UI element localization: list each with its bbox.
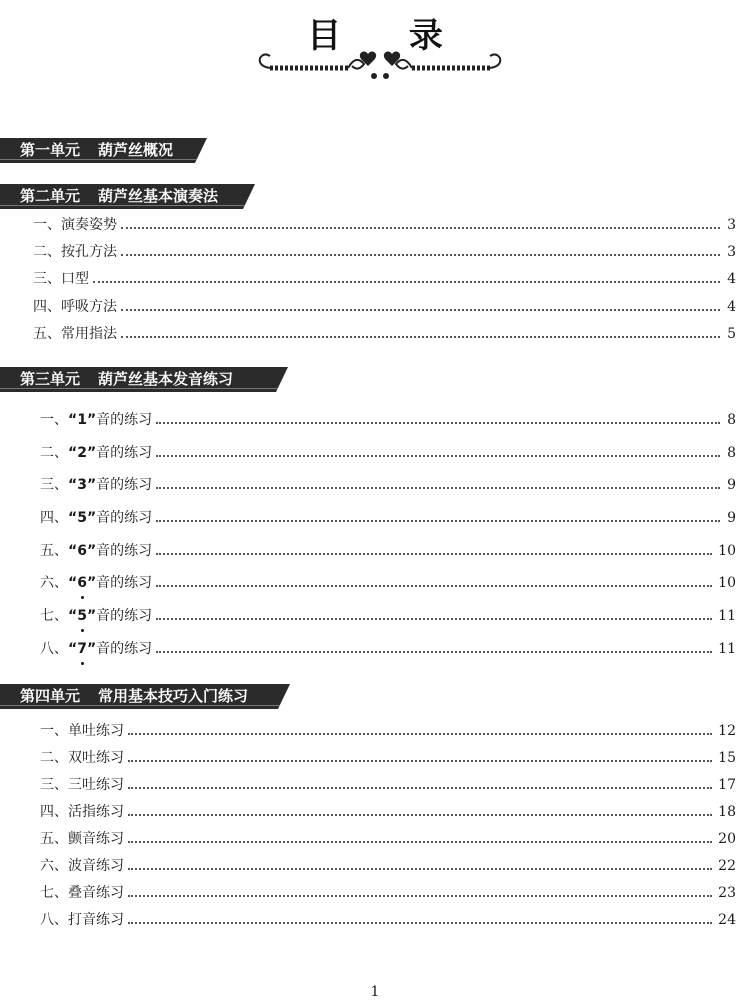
toc-item[interactable] <box>40 853 736 875</box>
toc-item[interactable] <box>40 772 736 794</box>
toc-item[interactable] <box>33 239 736 261</box>
unit-header-4[interactable] <box>0 684 290 709</box>
dot-leader <box>121 309 720 311</box>
unit-header-2[interactable] <box>0 184 255 209</box>
toc-item[interactable] <box>33 212 736 234</box>
toc-item[interactable] <box>33 266 736 288</box>
toc-item-label: 八、打音练习 <box>40 912 124 928</box>
unit-name: 葫芦丝概况 <box>98 141 174 159</box>
dot-leader <box>128 814 712 816</box>
dot-leader <box>93 281 720 283</box>
dot-leader <box>128 841 712 843</box>
toc-item[interactable] <box>40 745 736 767</box>
toc-page-number: 3 <box>727 217 736 233</box>
note-number: “2” <box>68 445 97 461</box>
toc-page-number: 11 <box>718 608 736 624</box>
toc-item-prefix: 八、 <box>40 641 68 657</box>
toc-item[interactable] <box>40 718 736 740</box>
note-number: “3” <box>68 477 97 493</box>
toc-page-number: 17 <box>718 777 736 793</box>
dot-leader <box>156 520 720 522</box>
note-number-low-octave: “6” <box>68 575 97 591</box>
toc-page-number: 5 <box>727 326 736 342</box>
toc-item-prefix: 五、 <box>40 543 68 559</box>
toc-page-number: 11 <box>718 641 736 657</box>
toc-item[interactable] <box>40 472 736 494</box>
toc-item-prefix: 三、 <box>40 477 68 493</box>
toc-item[interactable] <box>33 321 736 343</box>
dot-leader <box>156 553 712 555</box>
toc-page-number: 4 <box>727 271 736 287</box>
toc-item-prefix: 七、 <box>40 608 68 624</box>
unit-number: 第三单元 <box>20 370 81 388</box>
toc-item-prefix: 四、 <box>40 510 68 526</box>
dot-leader <box>156 487 720 489</box>
unit-number: 第二单元 <box>20 187 81 205</box>
toc-item-label: 四、呼吸方法 <box>33 299 117 315</box>
toc-item-label: 五、颤音练习 <box>40 831 124 847</box>
unit-name: 葫芦丝基本演奏法 <box>98 187 219 205</box>
toc-item-suffix: 音的练习 <box>96 543 153 559</box>
dot-leader <box>121 227 720 229</box>
dot-leader <box>121 336 720 338</box>
toc-page-number: 10 <box>718 543 736 559</box>
toc-item[interactable] <box>40 505 736 527</box>
dot-leader <box>156 455 720 457</box>
toc-item[interactable] <box>40 826 736 848</box>
toc-item-label: 一、单吐练习 <box>40 723 124 739</box>
toc-item-prefix: 六、 <box>40 575 68 591</box>
note-number: “6” <box>68 543 97 559</box>
toc-item[interactable] <box>40 538 736 560</box>
unit-name: 葫芦丝基本发音练习 <box>98 370 234 388</box>
toc-item-suffix: 音的练习 <box>96 575 153 591</box>
unit-header-3[interactable] <box>0 367 288 392</box>
note-number-low-octave: “7” <box>68 641 97 657</box>
toc-item-label: 三、口型 <box>33 271 89 287</box>
toc-item-suffix: 音的练习 <box>96 477 153 493</box>
toc-item-suffix: 音的练习 <box>96 641 153 657</box>
toc-item[interactable] <box>40 880 736 902</box>
dot-leader <box>121 254 720 256</box>
dot-leader <box>128 787 712 789</box>
unit-number: 第四单元 <box>20 687 81 705</box>
dot-leader <box>156 618 712 620</box>
toc-item-suffix: 音的练习 <box>96 608 153 624</box>
dot-leader <box>156 585 712 587</box>
note-number: “5” <box>68 510 97 526</box>
toc-page-number: 22 <box>718 858 736 874</box>
toc-page-number: 23 <box>718 885 736 901</box>
toc-page-number: 9 <box>727 510 736 526</box>
toc-item[interactable] <box>40 636 736 658</box>
toc-item-label: 四、活指练习 <box>40 804 124 820</box>
dot-leader <box>128 895 712 897</box>
toc-item-label: 七、叠音练习 <box>40 885 124 901</box>
toc-item-prefix: 二、 <box>40 445 68 461</box>
toc-item[interactable] <box>40 799 736 821</box>
toc-item[interactable] <box>40 570 736 592</box>
dot-leader <box>128 733 712 735</box>
toc-item-suffix: 音的练习 <box>96 510 153 526</box>
toc-item-suffix: 音的练习 <box>96 412 153 428</box>
toc-page-number: 10 <box>718 575 736 591</box>
unit-name: 常用基本技巧入门练习 <box>98 687 249 705</box>
dot-leader <box>128 760 712 762</box>
toc-page-number: 24 <box>718 912 736 928</box>
title-ornament <box>250 46 510 86</box>
note-number: “1” <box>68 412 97 428</box>
dot-leader <box>128 868 712 870</box>
toc-item[interactable] <box>40 907 736 929</box>
toc-item-prefix: 一、 <box>40 412 68 428</box>
note-number-low-octave: “5” <box>68 608 97 624</box>
toc-item[interactable] <box>40 407 736 429</box>
toc-page-number: 18 <box>718 804 736 820</box>
toc-page-number: 9 <box>727 477 736 493</box>
toc-page-number: 15 <box>718 750 736 766</box>
toc-item-label: 一、演奏姿势 <box>33 217 117 233</box>
toc-page-number: 8 <box>727 412 736 428</box>
unit-header-1[interactable] <box>0 138 207 163</box>
dot-leader <box>156 422 720 424</box>
toc-page-number: 20 <box>718 831 736 847</box>
toc-item-label: 二、双吐练习 <box>40 750 124 766</box>
toc-item-label: 二、按孔方法 <box>33 244 117 260</box>
toc-item-label: 五、常用指法 <box>33 326 117 342</box>
toc-item-suffix: 音的练习 <box>96 445 153 461</box>
toc-item-label: 六、波音练习 <box>40 858 124 874</box>
toc-item[interactable] <box>40 603 736 625</box>
toc-page-number: 3 <box>727 244 736 260</box>
toc-item[interactable] <box>33 294 736 316</box>
toc-page-number: 12 <box>718 723 736 739</box>
unit-number: 第一单元 <box>20 141 81 159</box>
dot-leader <box>156 651 712 653</box>
page-number: 1 <box>370 984 380 1000</box>
toc-page-number: 8 <box>727 445 736 461</box>
dot-leader <box>128 922 712 924</box>
toc-item[interactable] <box>40 440 736 462</box>
toc-item-label: 三、三吐练习 <box>40 777 124 793</box>
toc-page-number: 4 <box>727 299 736 315</box>
page-title: 目 录 <box>307 16 471 56</box>
